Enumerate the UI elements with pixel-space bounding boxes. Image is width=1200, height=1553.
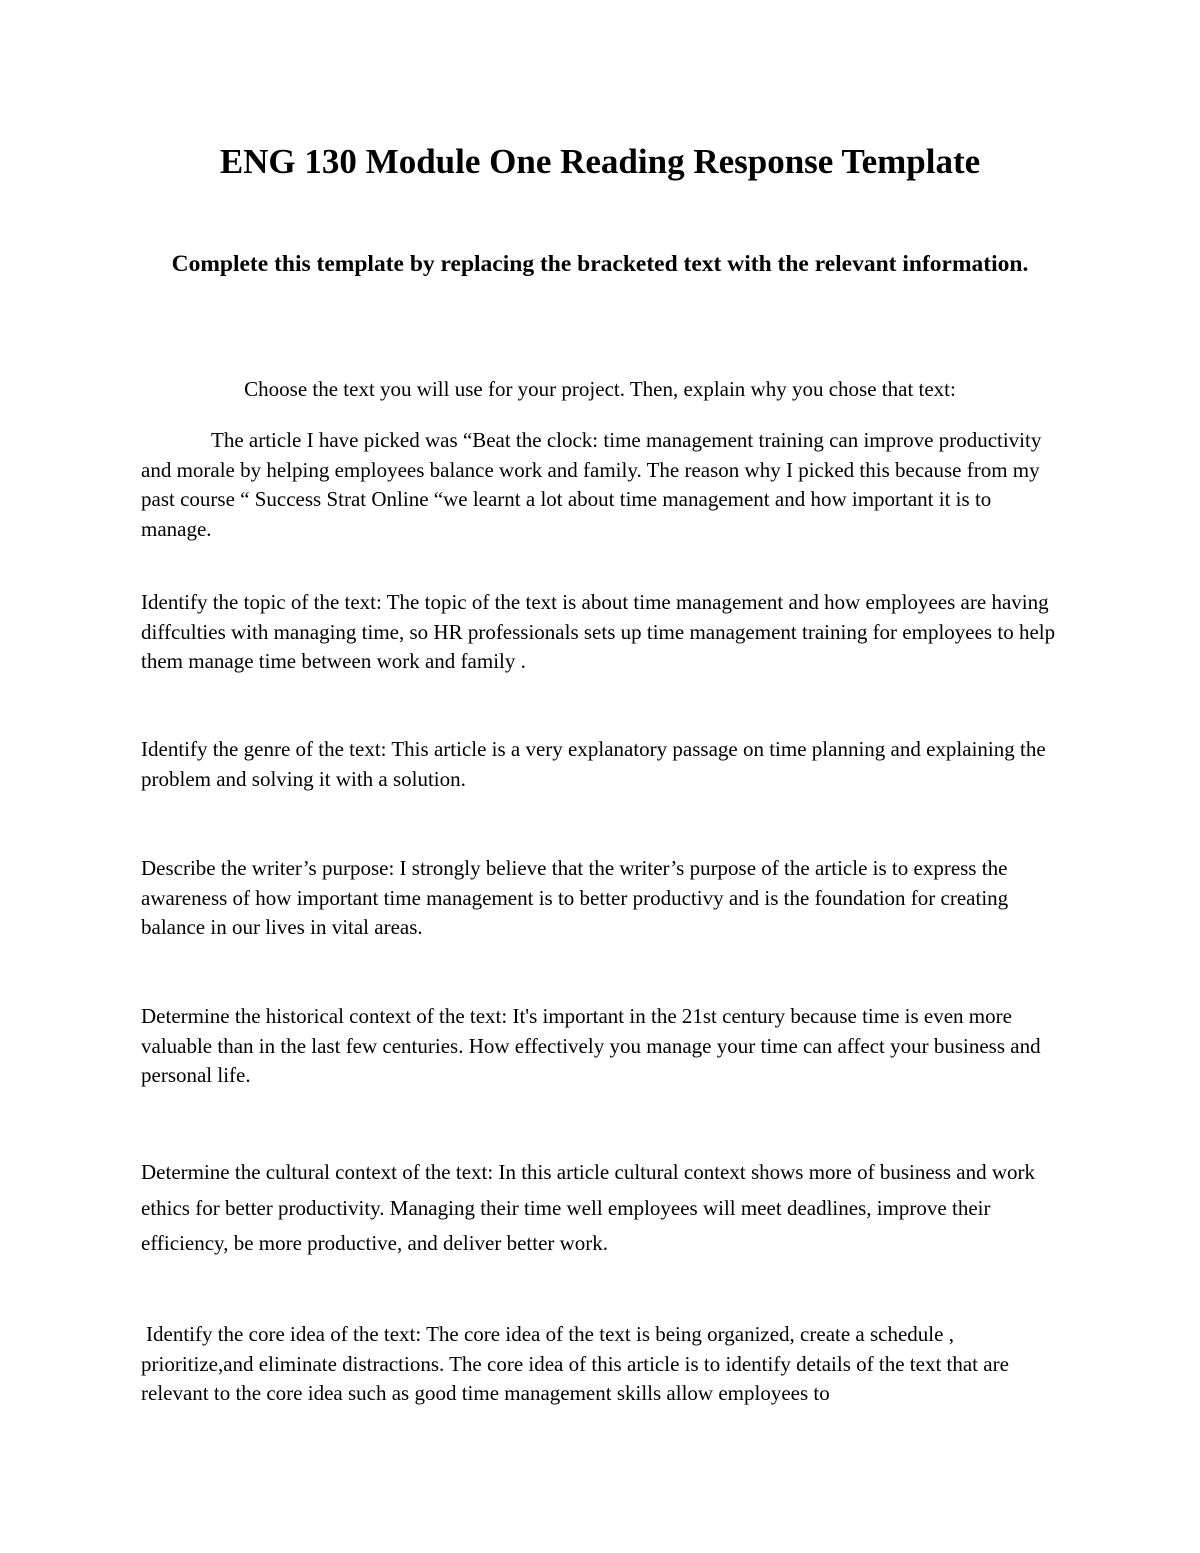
core-idea-paragraph: Identify the core idea of the text: The core idea of the text is being organized, create a schedule , prioritize,and eliminate distractions. The core idea of this article is to identify details of the text that are relevant to the core idea such as good time management skills allow employees to <box>141 1322 1009 1405</box>
purpose-paragraph: Describe the writer’s purpose: I strongly believe that the writer’s purpose of the article is to express the awareness of how important time management is to better productivy and is the foundation for creating balance in our lives in vital areas. <box>141 856 1009 939</box>
document-instruction: Complete this template by replacing the bracketed text with the relevant information. <box>171 251 1029 277</box>
document-title: ENG 130 Module One Reading Response Template <box>219 142 981 181</box>
text-choice-prompt: Choose the text you will use for your project. Then, explain why you chose that text: <box>244 377 956 401</box>
topic-paragraph: Identify the topic of the text: The topic of the text is about time management and how employees are having diffculties with managing time, so HR professionals sets up time management training for employees to help them manage time between work and family . <box>141 590 1056 673</box>
historical-context-paragraph: Determine the historical context of the text: It's important in the 21st century because time is even more valuable than in the last few centuries. How effectively you manage your time can affect your business and personal life. <box>141 1004 1041 1087</box>
genre-paragraph: Identify the genre of the text: This article is a very explanatory passage on time planning and explaining the problem and solving it with a solution. <box>141 737 1046 791</box>
cultural-context-paragraph: Determine the cultural context of the text: In this article cultural context shows more of business and work ethics for better productivity. Managing their time well employees will meet deadlines, improve their efficiency, be more productive, and deliver better work. <box>141 1160 1035 1255</box>
chosen-text-paragraph: The article I have picked was “Beat the clock: time management training can improve productivity and morale by helping employees balance work and family. The reason why I picked this because from my past course “ Success Strat Online “we learnt a lot about time management and how important it is to manage. <box>141 428 1042 541</box>
